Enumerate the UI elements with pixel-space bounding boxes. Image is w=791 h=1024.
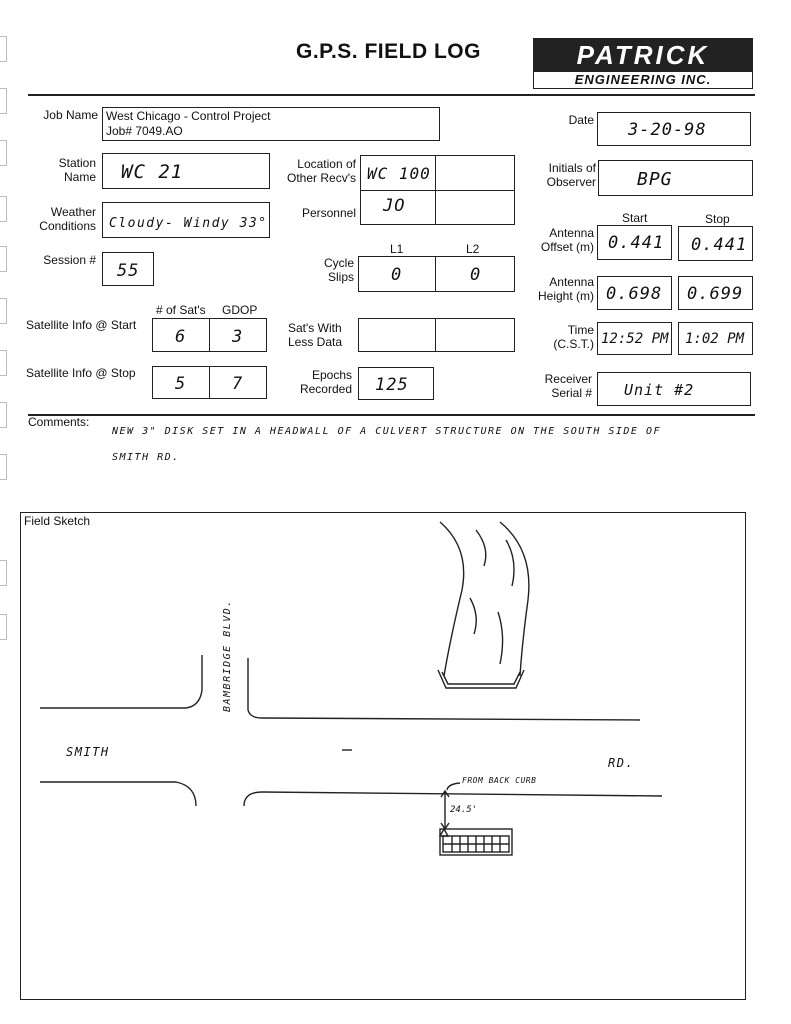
monument-triangle	[440, 829, 448, 836]
start-header: Start	[622, 211, 648, 225]
antenna-offset-start-value: 0.441	[608, 233, 665, 253]
field-sketch-label: Field Sketch	[24, 514, 91, 528]
headwall-hatching	[443, 836, 509, 852]
curb-note-leader	[447, 783, 460, 790]
time-stop-value: 1:02 PM	[685, 331, 745, 347]
station-name-label: Station Name	[58, 156, 96, 184]
stop-header: Stop	[705, 212, 730, 226]
receiver-label: Receiver Serial #	[544, 372, 592, 400]
location-value: WC 100	[367, 164, 431, 183]
session-label: Session #	[43, 253, 96, 267]
road-edge-north-west	[40, 655, 202, 708]
road-label-bambridge: BAMBRIDGE BLVD.	[222, 599, 233, 712]
personnel-value: JO	[383, 196, 406, 216]
sat-start-gdop-value: 3	[232, 327, 244, 347]
headwall-outline	[438, 670, 524, 688]
antenna-height-stop-value: 0.699	[687, 284, 744, 304]
sat-stop-gdop-value: 7	[232, 374, 244, 394]
job-name-label: Job Name	[43, 108, 98, 122]
less-data-label: Sat's With Less Data	[288, 321, 343, 349]
sats-header: # of Sat's	[156, 303, 206, 317]
job-name-value: West Chicago - Control Project	[106, 109, 271, 123]
l1-header: L1	[390, 242, 404, 256]
headwall-inner	[442, 672, 520, 684]
comments-label: Comments:	[28, 415, 90, 429]
logo-bottom-text: ENGINEERING INC.	[533, 72, 753, 89]
sat-start-label: Satellite Info @ Start	[26, 318, 137, 332]
road-label-smith: SMITH	[66, 745, 110, 759]
distance-value: 24.5'	[450, 805, 478, 815]
cycle-slips-l1-value: 0	[391, 265, 403, 285]
l2-header: L2	[466, 242, 480, 256]
receiver-value: Unit #2	[624, 381, 695, 399]
initials-label: Initials of Observer	[546, 161, 596, 189]
weather-value: Cloudy- Windy 33°	[109, 216, 268, 231]
road-edge-south-west	[40, 782, 196, 806]
date-value: 3-20-98	[628, 120, 707, 140]
creek-bank-east	[500, 522, 529, 676]
personnel-label: Personnel	[301, 206, 356, 220]
creek-flow-line	[498, 612, 503, 664]
date-label: Date	[568, 113, 594, 127]
time-label: Time (C.S.T.)	[553, 323, 594, 351]
sat-stop-label: Satellite Info @ Stop	[26, 366, 136, 380]
station-name-value: WC 21	[121, 161, 184, 183]
antenna-height-label: Antenna Height (m)	[537, 275, 594, 303]
antenna-offset-stop-value: 0.441	[691, 235, 748, 255]
creek-flow-line	[506, 540, 514, 586]
antenna-offset-label: Antenna Offset (m)	[540, 226, 594, 254]
sat-start-sats-value: 6	[175, 327, 187, 347]
cycle-slips-label: Cycle Slips	[323, 256, 354, 284]
gdop-header: GDOP	[222, 303, 258, 317]
comments-line-2: SMITH RD.	[112, 452, 180, 463]
session-value: 55	[117, 261, 140, 281]
job-number-value: Job# 7049.AO	[106, 124, 183, 138]
location-label: Location of Other Recv's	[287, 157, 356, 185]
sat-stop-sats-value: 5	[175, 374, 187, 394]
antenna-height-start-value: 0.698	[606, 284, 663, 304]
road-edge-north-east	[248, 658, 640, 720]
initials-value: BPG	[637, 169, 673, 190]
time-start-value: 12:52 PM	[601, 331, 669, 347]
page-title: G.P.S. FIELD LOG	[296, 40, 481, 63]
weather-label: Weather Conditions	[39, 205, 96, 233]
epochs-value: 125	[375, 375, 409, 395]
road-edge-south-east	[244, 792, 662, 806]
epochs-label: Epochs Recorded	[299, 368, 352, 396]
creek-bank-west	[440, 522, 464, 676]
creek-flow-line	[476, 530, 486, 566]
road-label-rd: RD.	[608, 756, 635, 770]
curb-note: FROM BACK CURB	[462, 776, 537, 785]
comments-line-1: NEW 3" DISK SET IN A HEADWALL OF A CULVERT STRUCTURE ON THE SOUTH SIDE OF	[112, 426, 661, 437]
creek-flow-line	[470, 598, 476, 634]
cycle-slips-l2-value: 0	[470, 265, 482, 285]
logo-top-text: PATRICK	[533, 38, 753, 72]
